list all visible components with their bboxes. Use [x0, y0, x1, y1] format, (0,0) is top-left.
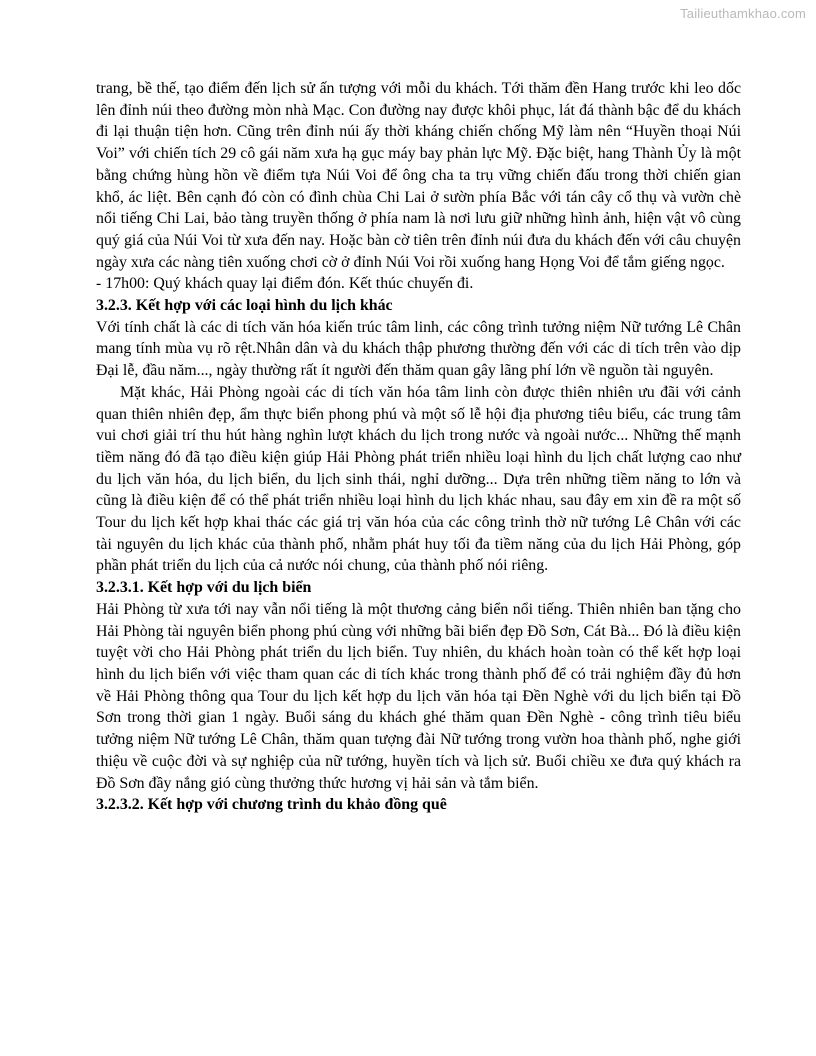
section-heading-3-2-3: 3.2.3. Kết hợp với các loại hình du lịch khác: [96, 297, 393, 315]
paragraph-nui-voi: trang, bề thế, tạo điểm đến lịch sử ấn tượng với mỗi du khách. Tới thăm đền Hang trước khi leo dốc lên đỉnh núi theo đường mòn nhà Mạc. Con đường nay được khôi phục, lát đá thành bậc để du khách đi lại thuận tiện hơn. Cũng trên đỉnh núi ấy thời kháng chiến chống Mỹ làm nên “Huyền thoại Núi Voi” với chiến tích 29 cô gái năm xưa hạ gục máy bay phản lực Mỹ. Đặc biệt, hang Thành Ủy là một bằng chứng hùng hồn về điểm tựa Núi Voi để ông cha ta trụ vững chiến đấu trong thời chiến gian khổ, ác liệt. Bên cạnh đó còn có đình chùa Chi Lai ở sườn phía Bắc với tán cây cổ thụ và vườn chè nổi tiếng Chi Lai, bảo tàng truyền thống ở phía nam là nơi lưu giữ những hình ảnh, hiện vật vô cùng quý giá của Núi Voi từ xưa đến nay. Hoặc bàn cờ tiên trên đỉnh núi đưa du khách đến với câu chuyện ngày xưa các nàng tiên xuống chơi cờ ở đỉnh Núi Voi rồi xuống hang Họng Voi để tắm giếng ngọc.: [96, 80, 741, 271]
paragraph-potential: Mặt khác, Hải Phòng ngoài các di tích văn hóa tâm linh còn được thiên nhiên ưu đãi với cảnh quan thiên nhiên đẹp, ẩm thực biển phong phú và một số lễ hội địa phương tiêu biểu, các trung tâm vui chơi giải trí thu hút hàng nghìn lượt khách du lịch trong nước và ngoài nước... Những thế mạnh tiềm năng đó đã tạo điều kiện giúp Hải Phòng phát triển nhiều loại hình du lịch chất lượng cao như du lịch văn hóa, du lịch biển, du lịch sinh thái, nghỉ dưỡng... Dựa trên những tiềm năng to lớn và cũng là điều kiện để có thể phát triển nhiều loại hình du lịch khác nhau, sau đây em xin đề ra một số Tour du lịch kết hợp khai thác các giá trị văn hóa của các công trình thờ nữ tướng Lê Chân với các tài nguyên du lịch khác của thành phố, nhằm phát huy tối đa tiềm năng của du lịch Hải Phòng, góp phần phát triển du lịch của cả nước nói chung, của thành phố nói riêng.: [96, 383, 741, 575]
paragraph-schedule-end: - 17h00: Quý khách quay lại điểm đón. Kết thúc chuyến đi.: [96, 275, 474, 293]
document-page: [96, 78, 741, 816]
watermark-text: Tailieuthamkhao.com: [680, 6, 806, 21]
paragraph-seasonal: Với tính chất là các di tích văn hóa kiến trúc tâm linh, các công trình tưởng niệm Nữ tướng Lê Chân mang tính mùa vụ rõ rệt.Nhân dân và du khách thập phương thường đến với các di tích trên vào dịp Đại lễ, đầu năm..., ngày thường rất ít người đến thăm quan gây lãng phí lớn về nguồn tài nguyên.: [96, 318, 741, 380]
paragraph-sea-tourism: Hải Phòng từ xưa tới nay vẫn nổi tiếng là một thương cảng biển nổi tiếng. Thiên nhiên ban tặng cho Hải Phòng tài nguyên biển phong phú cùng với những bãi biển đẹp Đồ Sơn, Cát Bà... Đó là điều kiện tuyệt vời cho Hải Phòng phát triển du lịch biển. Tuy nhiên, du khách hoàn toàn có thể kết hợp loại hình du lịch biển với việc tham quan các di tích khác trong thành phố để có trải nghiệm đầy đủ hơn về Hải Phòng thông qua Tour du lịch kết hợp du lịch văn hóa tại Đền Nghè với du lịch biển tại Đồ Sơn trong thời gian 1 ngày. Buổi sáng du khách ghé thăm quan Đền Nghè - công trình tiêu biểu tưởng niệm Nữ tướng Lê Chân, thăm quan tượng đài Nữ tướng trong vườn hoa thành phố, nghe giới thiệu về cuộc đời và sự nghiệp của nữ tướng, huyền tích và lịch sử. Buổi chiều xe đưa quý khách ra Đồ Sơn đầy nắng gió cùng thưởng thức hương vị hải sản và tắm biển.: [96, 600, 741, 792]
section-heading-3-2-3-1: 3.2.3.1. Kết hợp với du lịch biển: [96, 579, 312, 597]
section-heading-3-2-3-2: 3.2.3.2. Kết hợp với chương trình du khảo đồng quê: [96, 796, 447, 814]
